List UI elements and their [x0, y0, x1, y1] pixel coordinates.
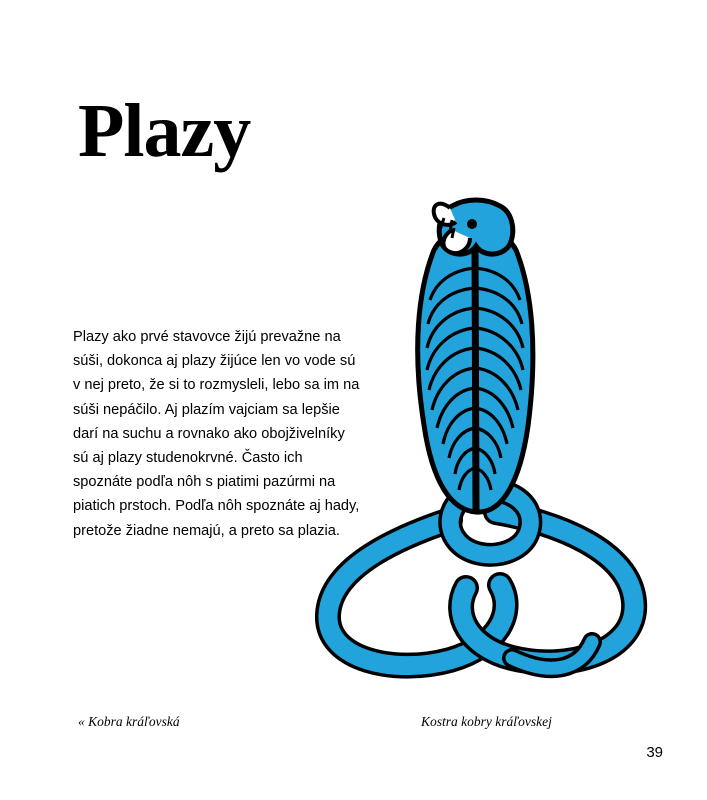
body-paragraph: Plazy ako prvé stavovce žijú prevažne na súši, dokonca aj plazy žijúce len vo vode sú v nej preto, že si to rozmysleli, lebo sa im na súši nepáčilo. Aj plazím vajciam sa lepšie darí na suchu a rovnako ako obojživelníky sú aj plazy studenokrvné. Často ich spoznáte podľa nôh s piatimi pazúrmi na piatich prstoch. Podľa nôh spoznáte aj hady, pretože žiadne nemajú, a preto sa plazia. — [73, 329, 360, 539]
caption-right: Kostra kobry kráľovskej — [421, 714, 552, 729]
caption-left: « Kobra kráľovská — [78, 714, 180, 729]
king-cobra-skeleton-illustration — [300, 190, 660, 690]
page-title: Plazy — [78, 88, 251, 173]
page-number: 39 — [646, 744, 663, 761]
